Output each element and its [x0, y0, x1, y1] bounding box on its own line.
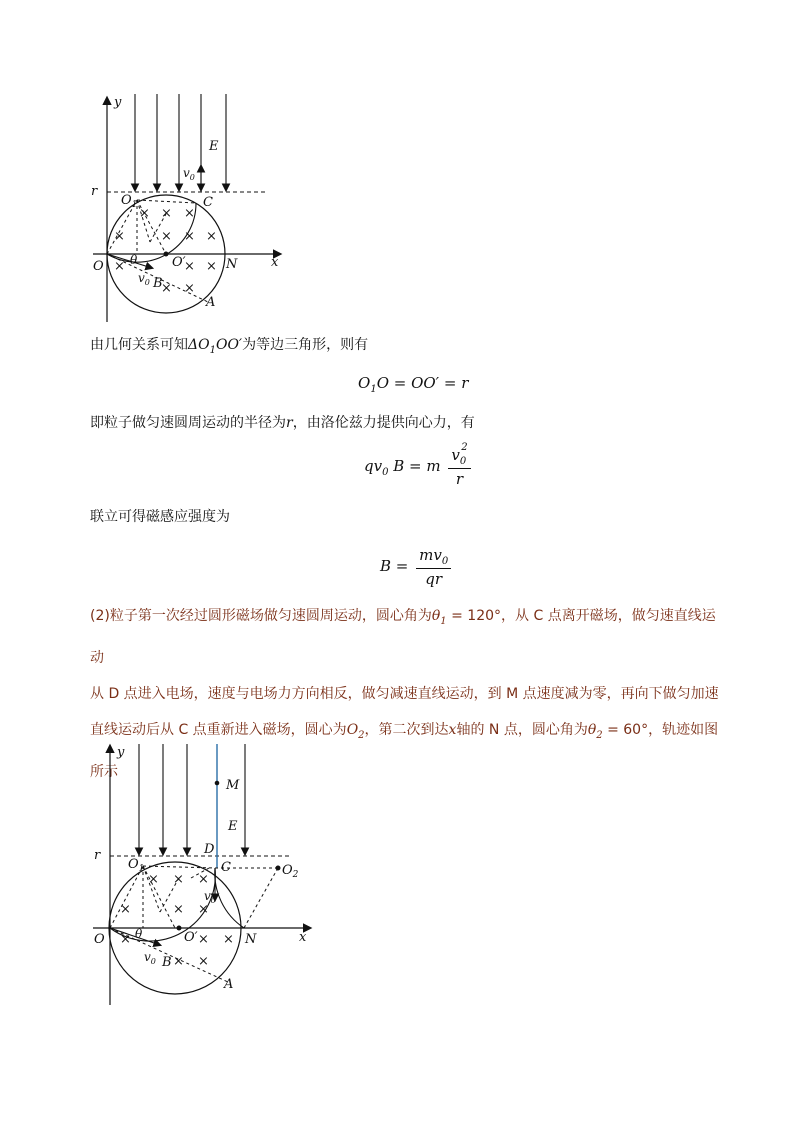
label-v0-mid: $v_0$: [204, 889, 216, 905]
svg-text:×: ×: [139, 206, 150, 221]
paragraph-2: 即粒子做匀速圆周运动的半径为r，由洛伦兹力提供向心力，有: [90, 415, 475, 431]
svg-text:×: ×: [198, 954, 209, 969]
svg-text:×: ×: [161, 281, 172, 296]
svg-text:×: ×: [223, 932, 234, 947]
figure-1-diagram: [88, 92, 288, 327]
svg-text:×: ×: [173, 954, 184, 969]
label-y-2: y: [117, 745, 125, 760]
svg-text:×: ×: [184, 281, 195, 296]
label-M: M: [226, 778, 240, 793]
figure-2: [88, 740, 318, 1008]
label-y: y: [114, 95, 122, 110]
label-N: N: [226, 257, 238, 272]
label-E-2: E: [228, 819, 238, 834]
eq3-fraction: $\frac{mv_0}{qr}$: [416, 546, 451, 588]
figure-2-diagram: [88, 740, 318, 1008]
label-v0-bottom: $v_0$: [138, 271, 150, 287]
label-v0-bottom-2: $v_0$: [144, 950, 156, 966]
label-O-prime-2: O′: [184, 930, 198, 945]
eq2-fraction: $\frac{v_0^2}{r}$: [448, 446, 470, 488]
svg-text:×: ×: [184, 206, 195, 221]
paragraph-1: 由几何关系可知$\Delta O_1OO'$为等边三角形，则有: [90, 337, 369, 356]
svg-text:×: ×: [198, 932, 209, 947]
svg-text:×: ×: [114, 259, 125, 274]
equation-2: $qv_0$ B = m $\frac{v_0^2}{r}$: [364, 446, 471, 488]
svg-text:×: ×: [206, 229, 217, 244]
svg-text:×: ×: [148, 872, 159, 887]
o2-dot: [276, 866, 281, 871]
svg-text:×: ×: [206, 259, 217, 274]
svg-text:×: ×: [161, 229, 172, 244]
label-C-2: C: [221, 860, 231, 875]
label-r: r: [91, 184, 98, 199]
svg-text:×: ×: [114, 229, 125, 244]
label-N-2: N: [245, 932, 257, 947]
paragraph-4: (2)粒子第一次经过圆形磁场做匀速圆周运动，圆心角为$\theta_1 = 120^\circ$，从 C 点离开磁场，做匀速直线运动 从 D 点进入电场，速度与电场力方向相反，做匀减速直线运动，到 M 点速度减为零，再向下做匀加速 直线运动后从 C 点重新进入磁场，圆心为$O_2$，第二次到达x轴的 N 点，圆心角为$\theta_2 = 60^\circ$，轨迹如图 所示: [90, 608, 719, 780]
label-E: E: [209, 139, 219, 154]
label-theta: θ: [130, 253, 138, 267]
o-prime-dot: [164, 252, 169, 257]
label-O-prime: O′: [172, 255, 186, 270]
svg-text:×: ×: [173, 872, 184, 887]
label-O2: $O_2$: [282, 863, 299, 880]
label-theta-2: θ: [135, 927, 143, 941]
svg-text:×: ×: [173, 902, 184, 917]
equation-3: B = $\frac{mv_0}{qr}$: [380, 546, 451, 588]
label-r-2: r: [94, 848, 101, 863]
label-D: D: [204, 842, 215, 857]
label-A: A: [206, 295, 216, 310]
svg-text:×: ×: [198, 872, 209, 887]
svg-text:×: ×: [198, 902, 209, 917]
paragraph-3: 联立可得磁感应强度为: [90, 509, 230, 525]
equation-1: $O_1O = OO' = r$: [358, 374, 469, 395]
svg-text:×: ×: [120, 902, 131, 917]
o-prime-dot-2: [177, 926, 182, 931]
label-x: x: [271, 255, 279, 270]
label-C: C: [203, 195, 213, 210]
label-v0-top: $v_0$: [183, 166, 195, 182]
field-lines-2: [139, 744, 245, 854]
label-O-2: O: [94, 932, 105, 947]
svg-text:×: ×: [120, 932, 131, 947]
label-O1-2: $O_1$: [128, 857, 145, 874]
svg-text:×: ×: [184, 229, 195, 244]
label-B: B: [153, 276, 163, 291]
svg-text:×: ×: [161, 206, 172, 221]
label-O1: $O_1$: [121, 193, 138, 210]
svg-text:×: ×: [184, 259, 195, 274]
field-crosses: [114, 206, 217, 296]
field-crosses-2: [120, 872, 234, 969]
label-A-2: A: [224, 977, 234, 992]
figure-1: [88, 92, 288, 327]
label-B-2: B: [162, 955, 172, 970]
label-O: O: [93, 259, 104, 274]
trajectory-arc-2: [215, 868, 244, 928]
label-x-2: x: [299, 930, 307, 945]
m-point: [215, 781, 220, 786]
